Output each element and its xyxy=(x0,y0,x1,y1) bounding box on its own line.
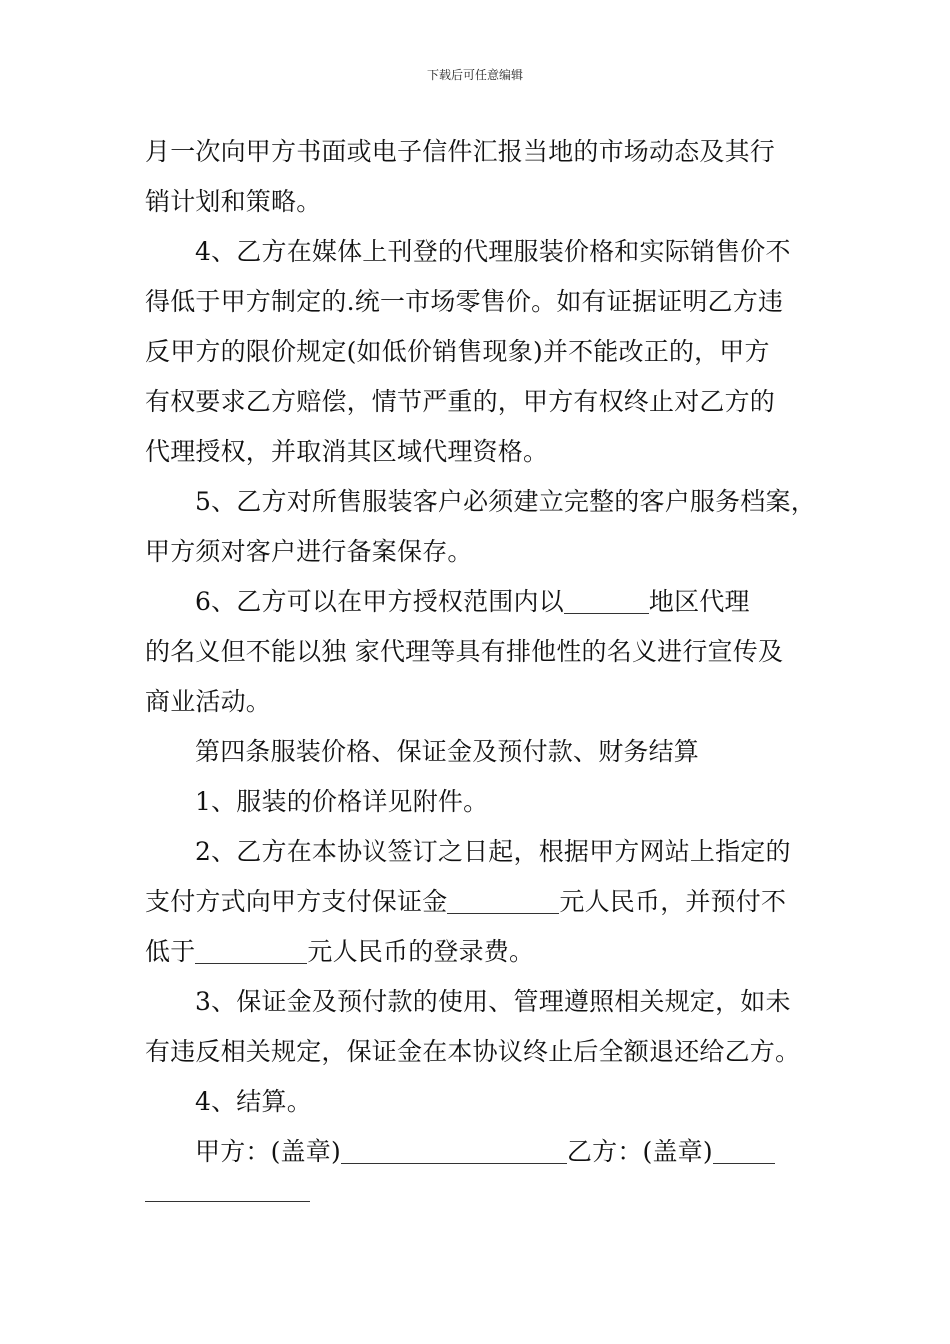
section-4-item-3-line: 3、保证金及预付款的使用、管理遵照相关规定，如未 xyxy=(195,987,791,1016)
page-header-note: 下载后可任意编辑 xyxy=(426,68,523,82)
party-a-seal-blank[interactable] xyxy=(341,1133,567,1164)
clause-6-line: 商业活动。 xyxy=(145,687,272,716)
fee-amount-blank[interactable] xyxy=(195,933,307,964)
clause-5-line: 5、乙方对所售服装客户必须建立完整的客户服务档案， xyxy=(195,487,816,516)
signature-line xyxy=(145,1127,815,1177)
clause-6-line: 的名义但不能以独 家代理等具有排他性的名义进行宣传及 xyxy=(145,637,784,666)
clause-5-line: 甲方须对客户进行备案保存。 xyxy=(145,537,473,566)
section-4-item-2-line xyxy=(145,927,815,977)
clause-4-line: 4、乙方在媒体上刊登的代理服装价格和实际销售价不 xyxy=(195,237,791,266)
clause-4-line: 有权要求乙方赔偿，情节严重的，甲方有权终止对乙方的 xyxy=(145,387,776,416)
section-4-item-3-line: 有违反相关规定，保证金在本协议终止后全额退还给乙方。 xyxy=(145,1037,801,1066)
party-a-seal-label: 甲方：(盖章) xyxy=(195,1137,341,1166)
section-4-item-2-line xyxy=(145,877,815,927)
fee-text-a: 低于 xyxy=(145,937,196,966)
clause-4-line: 得低于甲方制定的.统一市场零售价。如有证据证明乙方违 xyxy=(145,287,784,316)
party-b-seal-label: 乙方：(盖章) xyxy=(566,1137,713,1166)
section-4-item-1: 1、服装的价格详见附件。 xyxy=(195,787,489,816)
fee-text-b: 元人民币的登录费。 xyxy=(307,937,535,966)
party-b-seal-blank[interactable] xyxy=(713,1133,775,1164)
clause-4-line: 代理授权，并取消其区域代理资格。 xyxy=(145,437,549,466)
paragraph-line: 销计划和策略。 xyxy=(145,187,322,216)
deposit-text-b: 元人民币，并预付不 xyxy=(559,887,787,916)
clause-4-line: 反甲方的限价规定(如低价销售现象)并不能改正的，甲方 xyxy=(145,337,770,366)
section-4-item-2-line: 2、乙方在本协议签订之日起，根据甲方网站上指定的 xyxy=(195,837,791,866)
section-4-item-4: 4、结算。 xyxy=(195,1087,312,1116)
deposit-amount-blank[interactable] xyxy=(447,883,559,914)
region-blank-field[interactable] xyxy=(564,583,649,614)
signature-continuation-blank[interactable] xyxy=(145,1201,310,1202)
clause-6-text-a: 6、乙方可以在甲方授权范围内以 xyxy=(195,587,564,616)
paragraph-line: 月一次向甲方书面或电子信件汇报当地的市场动态及其行 xyxy=(145,137,776,166)
clause-6-line xyxy=(145,577,815,627)
document-body xyxy=(145,127,815,1177)
clause-6-text-b: 地区代理 xyxy=(648,587,750,616)
section-4-title: 第四条服装价格、保证金及预付款、财务结算 xyxy=(195,737,700,766)
deposit-text-a: 支付方式向甲方支付保证金 xyxy=(145,887,448,916)
